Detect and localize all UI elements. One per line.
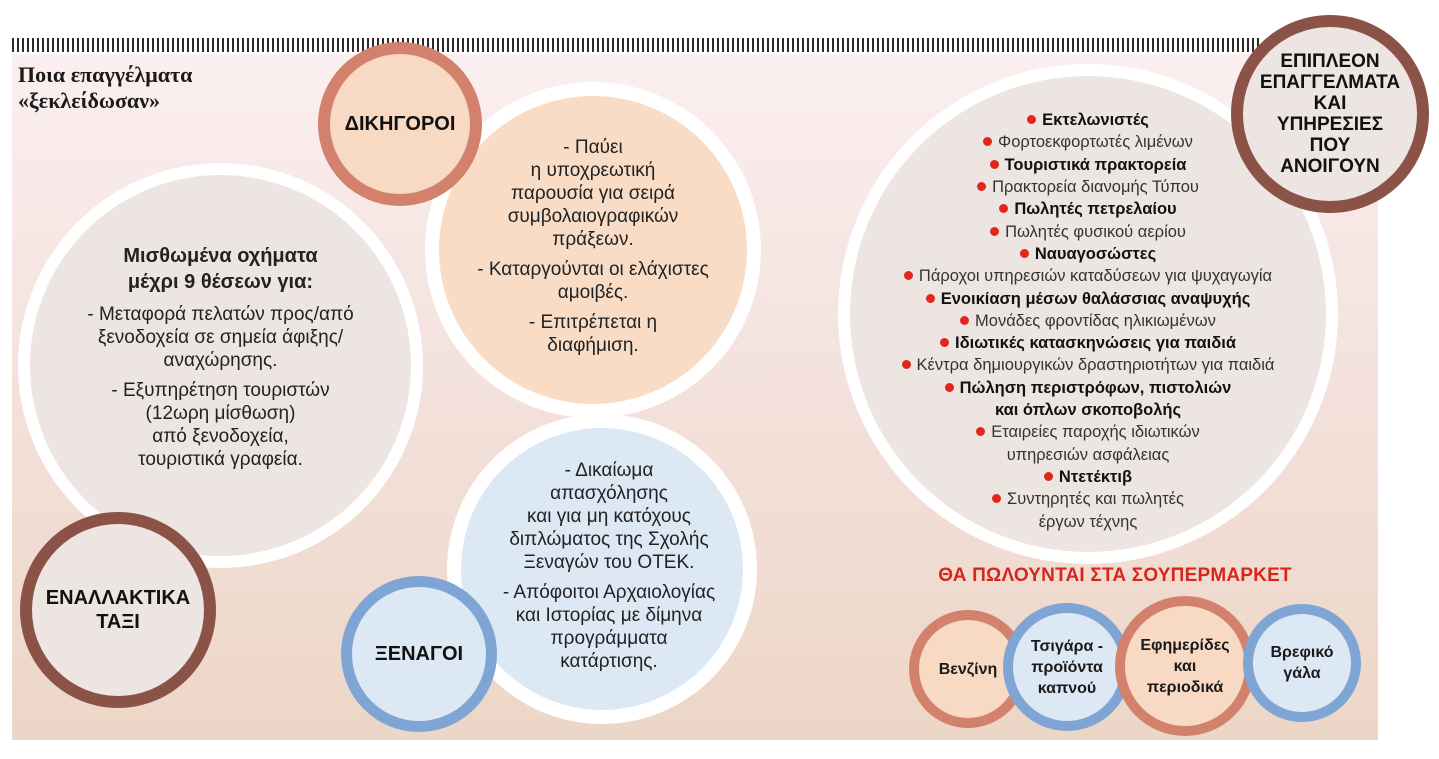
guides-item-line: απασχόλησης — [550, 482, 668, 504]
lawyers-label-circle — [318, 42, 482, 206]
guides-item — [503, 459, 715, 574]
bullet-icon — [926, 294, 935, 303]
lawyers-item-line: - Καταργούνται οι ελάχιστες — [477, 259, 709, 280]
profession-text: Πώληση περιστρόφων, πιστολιών — [959, 378, 1232, 397]
guides-item-line: και για μη κατόχους — [527, 505, 691, 527]
profession-item — [1039, 511, 1138, 533]
bullet-icon — [992, 494, 1001, 503]
guides-item-line: διπλώματος της Σχολής — [509, 528, 709, 550]
profession-text: Πάροχοι υπηρεσιών καταδύσεων για ψυχαγωγία — [918, 267, 1273, 286]
supermarket-heading: ΘΑ ΠΩΛΟΥΝΤΑΙ ΣΤΑ ΣΟΥΠΕΡΜΑΡΚΕΤ — [938, 565, 1292, 586]
bullet-icon — [904, 271, 913, 280]
lawyers-item-line: - Παύει — [563, 137, 623, 158]
profession-text: Ναυαγοσώστες — [1034, 244, 1157, 263]
guides-item-line: Ξεναγών του ΟΤΕΚ. — [523, 551, 695, 573]
profession-text: Τουριστικά πρακτορεία — [1004, 155, 1187, 174]
guides-label: ΞΕΝΑΓΟΙ — [352, 587, 486, 721]
taxi-heading-line: Μισθωμένα οχήματα — [123, 245, 318, 267]
profession-item — [1007, 444, 1170, 466]
bullet-icon — [983, 137, 992, 146]
supermarket-item-line: προϊόντα — [1031, 658, 1103, 676]
supermarket-item-circle — [1003, 603, 1131, 731]
supermarket-item-line: Τσιγάρα - — [1030, 637, 1104, 655]
taxi-item — [87, 303, 353, 372]
taxi-heading-line: μέχρι 9 θέσεων για: — [127, 271, 314, 293]
decorative-ruler — [12, 38, 1262, 52]
supermarket-item-line: Βενζίνη — [938, 660, 998, 678]
profession-text: Πρακτορεία διανομής Τύπου — [992, 178, 1199, 197]
profession-item — [977, 176, 1199, 198]
guides-item-line: - Απόφοιτοι Αρχαιολογίας — [502, 581, 716, 603]
lawyers-info-text — [477, 136, 709, 364]
lawyers-item — [477, 311, 709, 357]
bullet-icon — [940, 338, 949, 347]
profession-text: Ενοικίαση μέσων θαλάσσιας αναψυχής — [940, 289, 1251, 308]
profession-item — [1027, 109, 1149, 131]
taxi-item-line: (12ωρη μίσθωση) — [145, 403, 296, 424]
supermarket-item-label — [1125, 606, 1245, 726]
supermarket-item-line: καπνού — [1037, 679, 1097, 697]
profession-text: και όπλων σκοποβολής — [994, 401, 1182, 420]
guides-item-line: προγράμματα — [550, 627, 668, 649]
profession-text: Φορτοεκφορτωτές λιμένων — [998, 133, 1193, 152]
guides-label-circle — [341, 576, 497, 732]
supermarket-item-line: και — [1173, 657, 1197, 675]
profession-item — [990, 221, 1186, 243]
bullet-icon — [990, 160, 999, 169]
guides-item-line: κατάρτισης. — [560, 650, 658, 672]
profession-item — [904, 265, 1272, 287]
bullet-icon — [990, 227, 999, 236]
page-title: Ποια επαγγέλματα «ξεκλείδωσαν» — [18, 62, 193, 113]
lawyers-item-line: πράξεων. — [552, 229, 634, 250]
supermarket-item-circle — [1243, 604, 1361, 722]
taxi-item-line: αναχώρησης. — [163, 350, 278, 371]
supermarket-item-circle — [1115, 596, 1255, 736]
profession-item — [983, 131, 1193, 153]
guides-info-circle — [447, 414, 757, 724]
bullet-icon — [976, 427, 985, 436]
profession-text: Κέντρα δημιουργικών δραστηριοτήτων για παιδιά — [916, 356, 1275, 375]
supermarket-item-label — [1253, 614, 1351, 712]
profession-item — [990, 154, 1187, 176]
bullet-icon — [960, 316, 969, 325]
supermarket-item-line: Εφημερίδες — [1140, 636, 1230, 654]
bullet-icon — [945, 383, 954, 392]
supermarket-item-line: περιοδικά — [1146, 678, 1224, 696]
profession-item — [999, 198, 1176, 220]
profession-item — [1044, 466, 1132, 488]
bullet-icon — [902, 360, 911, 369]
taxi-item-line: ξενοδοχεία σε σημεία άφιξης/ — [97, 327, 344, 348]
additional-label: ΕΠΙΠΛΕΟΝ ΕΠΑΓΓΕΛΜΑΤΑ ΚΑΙ ΥΠΗΡΕΣΙΕΣ ΠΟΥ ΑΝΟΙΓΟΥΝ — [1243, 27, 1417, 201]
supermarket-item-line: Βρεφικό — [1270, 644, 1334, 661]
profession-item — [995, 399, 1181, 421]
profession-text: έργων τέχνης — [1038, 512, 1138, 531]
additional-label-circle — [1231, 15, 1429, 213]
taxi-item-line: - Εξυπηρέτηση τουριστών — [111, 380, 330, 401]
profession-item — [945, 377, 1232, 399]
taxi-item — [87, 379, 353, 471]
bullet-icon — [1044, 472, 1053, 481]
guides-item-line: - Δικαίωμα — [564, 459, 654, 481]
bullet-icon — [999, 204, 1008, 213]
bullet-icon — [1027, 115, 1036, 124]
profession-text: Ιδιωτικές κατασκηνώσεις για παιδιά — [955, 334, 1236, 353]
profession-item — [902, 354, 1275, 376]
taxi-heading — [87, 243, 353, 295]
profession-text: Μονάδες φροντίδας ηλικιωμένων — [975, 311, 1216, 330]
lawyers-item — [477, 136, 709, 251]
taxi-item-line: τουριστικά γραφεία. — [138, 449, 303, 470]
lawyers-item-line: διαφήμιση. — [547, 335, 639, 356]
profession-item — [940, 332, 1236, 354]
profession-item — [960, 310, 1216, 332]
taxi-item-line: - Μεταφορά πελατών προς/από — [87, 304, 354, 325]
lawyers-item-line: αμοιβές. — [557, 282, 629, 303]
lawyers-item-line: - Επιτρέπεται η — [528, 312, 658, 333]
profession-text: Ντετέκτιβ — [1058, 467, 1133, 486]
profession-item — [976, 421, 1200, 443]
taxi-label: ΕΝΑΛΛΑΚΤΙΚΑ ΤΑΞΙ — [32, 524, 204, 696]
guides-item-line: και Ιστορίας με δίμηνα — [515, 604, 703, 626]
profession-text: Εκτελωνιστές — [1042, 111, 1149, 130]
guides-item — [503, 581, 715, 673]
additional-professions-list — [902, 109, 1275, 533]
profession-text: υπηρεσιών ασφάλειας — [1006, 445, 1170, 464]
bullet-icon — [977, 182, 986, 191]
lawyers-item — [477, 258, 709, 304]
lawyers-item-line: συμβολαιογραφικών — [507, 206, 679, 227]
profession-item — [1020, 243, 1156, 265]
taxi-label-circle — [20, 512, 216, 708]
guides-info-text — [503, 459, 715, 680]
profession-item — [926, 288, 1251, 310]
bullet-icon — [1020, 249, 1029, 258]
lawyers-item-line: η υποχρεωτική — [530, 160, 656, 181]
profession-item — [992, 488, 1184, 510]
profession-text: Εταιρείες παροχής ιδιωτικών — [991, 423, 1200, 442]
profession-text: Πωλητές πετρελαίου — [1014, 200, 1177, 219]
profession-text: Συντηρητές και πωλητές — [1007, 490, 1184, 509]
taxi-info-circle — [18, 163, 423, 568]
profession-text: Πωλητές φυσικού αερίου — [1005, 222, 1186, 241]
supermarket-item-label — [1013, 613, 1121, 721]
taxi-info-text — [87, 243, 353, 478]
supermarket-item-line: γάλα — [1283, 665, 1321, 682]
taxi-item-line: από ξενοδοχεία, — [152, 426, 289, 447]
lawyers-label: ΔΙΚΗΓΟΡΟΙ — [330, 54, 470, 194]
lawyers-item-line: παρουσία για σειρά — [511, 183, 675, 204]
